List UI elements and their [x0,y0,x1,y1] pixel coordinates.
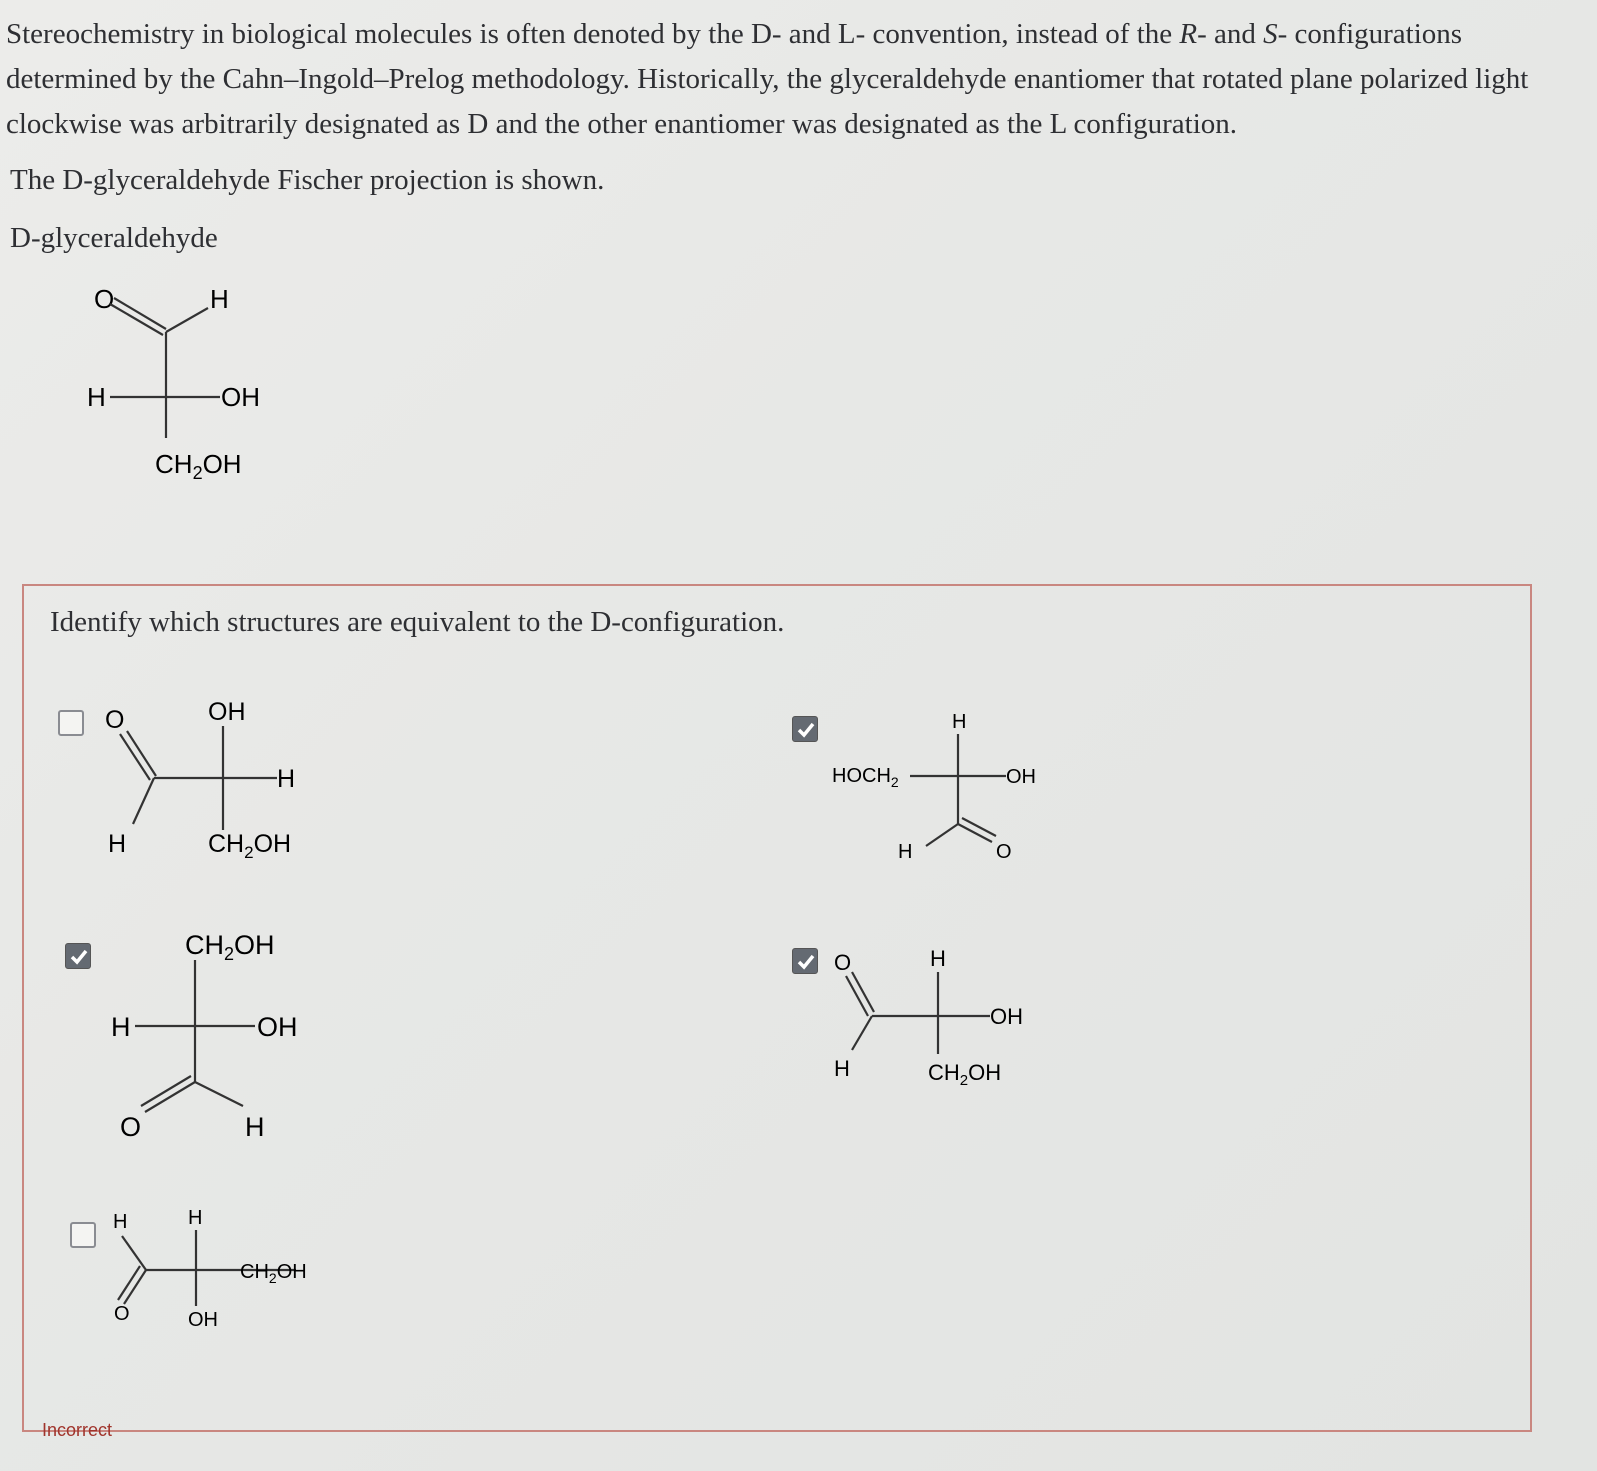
opt-c-right-ch: CH [240,1261,269,1283]
opt-c-h1: H [113,1211,128,1233]
ref-bottom-ch: CH [155,449,193,479]
reference-structure [80,280,300,500]
opt-a-top-oh: OH [208,698,246,726]
intro-text-2: - and [1197,18,1264,50]
svg-text:HOCH2 [832,765,899,790]
intro-text-3: - configurations determined by the Cahn–Ingold–Prelog methodology. Historically, the glyceraldehyde enantiomer that rotated plane polarized light clockwise was arbitrarily designated as D and the other enantiomer was designated as the L configuration. [6,18,1529,140]
opt-d-top-h: H [952,711,967,733]
option-c-checkbox[interactable] [70,1222,96,1248]
opt-b-right-oh: OH [257,1012,298,1042]
opt-b-o: O [120,1112,142,1142]
option-a-structure [98,694,318,874]
opt-d-sub: 2 [890,774,899,790]
opt-e-right-oh: OH [990,1004,1023,1029]
svg-text:CH2OH [155,449,242,483]
opt-c-bottom-oh: OH [188,1309,218,1331]
ref-right-oh: OH [221,382,260,412]
svg-text:CH2OH [208,830,291,862]
ref-top-right-h: H [210,284,229,314]
opt-b-top-oh: OH [234,930,275,960]
opt-c-right-oh: OH [276,1261,307,1283]
opt-c-o: O [114,1303,130,1325]
opt-b-top-ch: CH [185,930,224,960]
svg-text:CH2OH [928,1060,1001,1089]
opt-b-sub: 2 [224,944,235,964]
opt-a-bottom-oh: OH [253,830,292,858]
opt-a-o: O [105,706,125,734]
intro-r: R [1179,18,1198,50]
molecule-label: D-glyceraldehyde [10,222,218,254]
opt-e-bottom-oh: OH [968,1060,1002,1085]
fischer-note: The D-glyceraldehyde Fischer projection is shown. [10,164,605,196]
checkmark-icon [69,947,89,967]
intro-text-1: Stereochemistry in biological molecules is often denoted by the D- and L- convention, instead of the [6,18,1180,50]
opt-d-h: H [898,841,913,863]
opt-c-top-h: H [188,1207,203,1229]
checkmark-icon [796,952,816,972]
opt-e-h: H [834,1056,850,1081]
svg-text:CH2OH [185,930,275,964]
opt-a-h: H [108,830,127,858]
option-e-checkbox[interactable] [792,948,818,974]
checkmark-icon [796,720,816,740]
opt-d-right-oh: OH [1006,766,1036,788]
ref-bottom-sub: 2 [192,463,203,483]
opt-e-o: O [834,950,852,975]
ref-left-h: H [87,382,106,412]
opt-d-left-hoch: HOCH [832,765,891,787]
option-b-checkbox[interactable] [65,943,91,969]
intro-s: S [1263,18,1278,50]
option-d-structure [830,706,1050,886]
option-d-checkbox[interactable] [792,716,818,742]
svg-text:CH2OH [240,1261,307,1286]
question-prompt: Identify which structures are equivalent to the D-configuration. [50,606,785,638]
option-a-checkbox[interactable] [58,710,84,736]
option-c-structure [100,1206,340,1346]
option-e-structure [830,940,1050,1100]
opt-c-sub: 2 [268,1270,277,1286]
opt-a-bottom-ch: CH [208,830,245,858]
ref-top-left-o: O [94,284,115,314]
ref-bottom-oh: OH [202,449,242,479]
intro-paragraph [6,12,1566,147]
opt-d-o: O [996,841,1012,863]
opt-e-sub: 2 [959,1072,969,1089]
opt-a-right-h: H [277,765,296,793]
opt-e-top-h: H [930,946,946,971]
opt-b-left-h: H [111,1012,131,1042]
option-b-structure [105,924,345,1164]
status-incorrect: Incorrect [42,1420,113,1440]
opt-a-sub: 2 [244,843,254,862]
opt-b-h: H [245,1112,265,1142]
opt-e-bottom-ch: CH [928,1060,960,1085]
